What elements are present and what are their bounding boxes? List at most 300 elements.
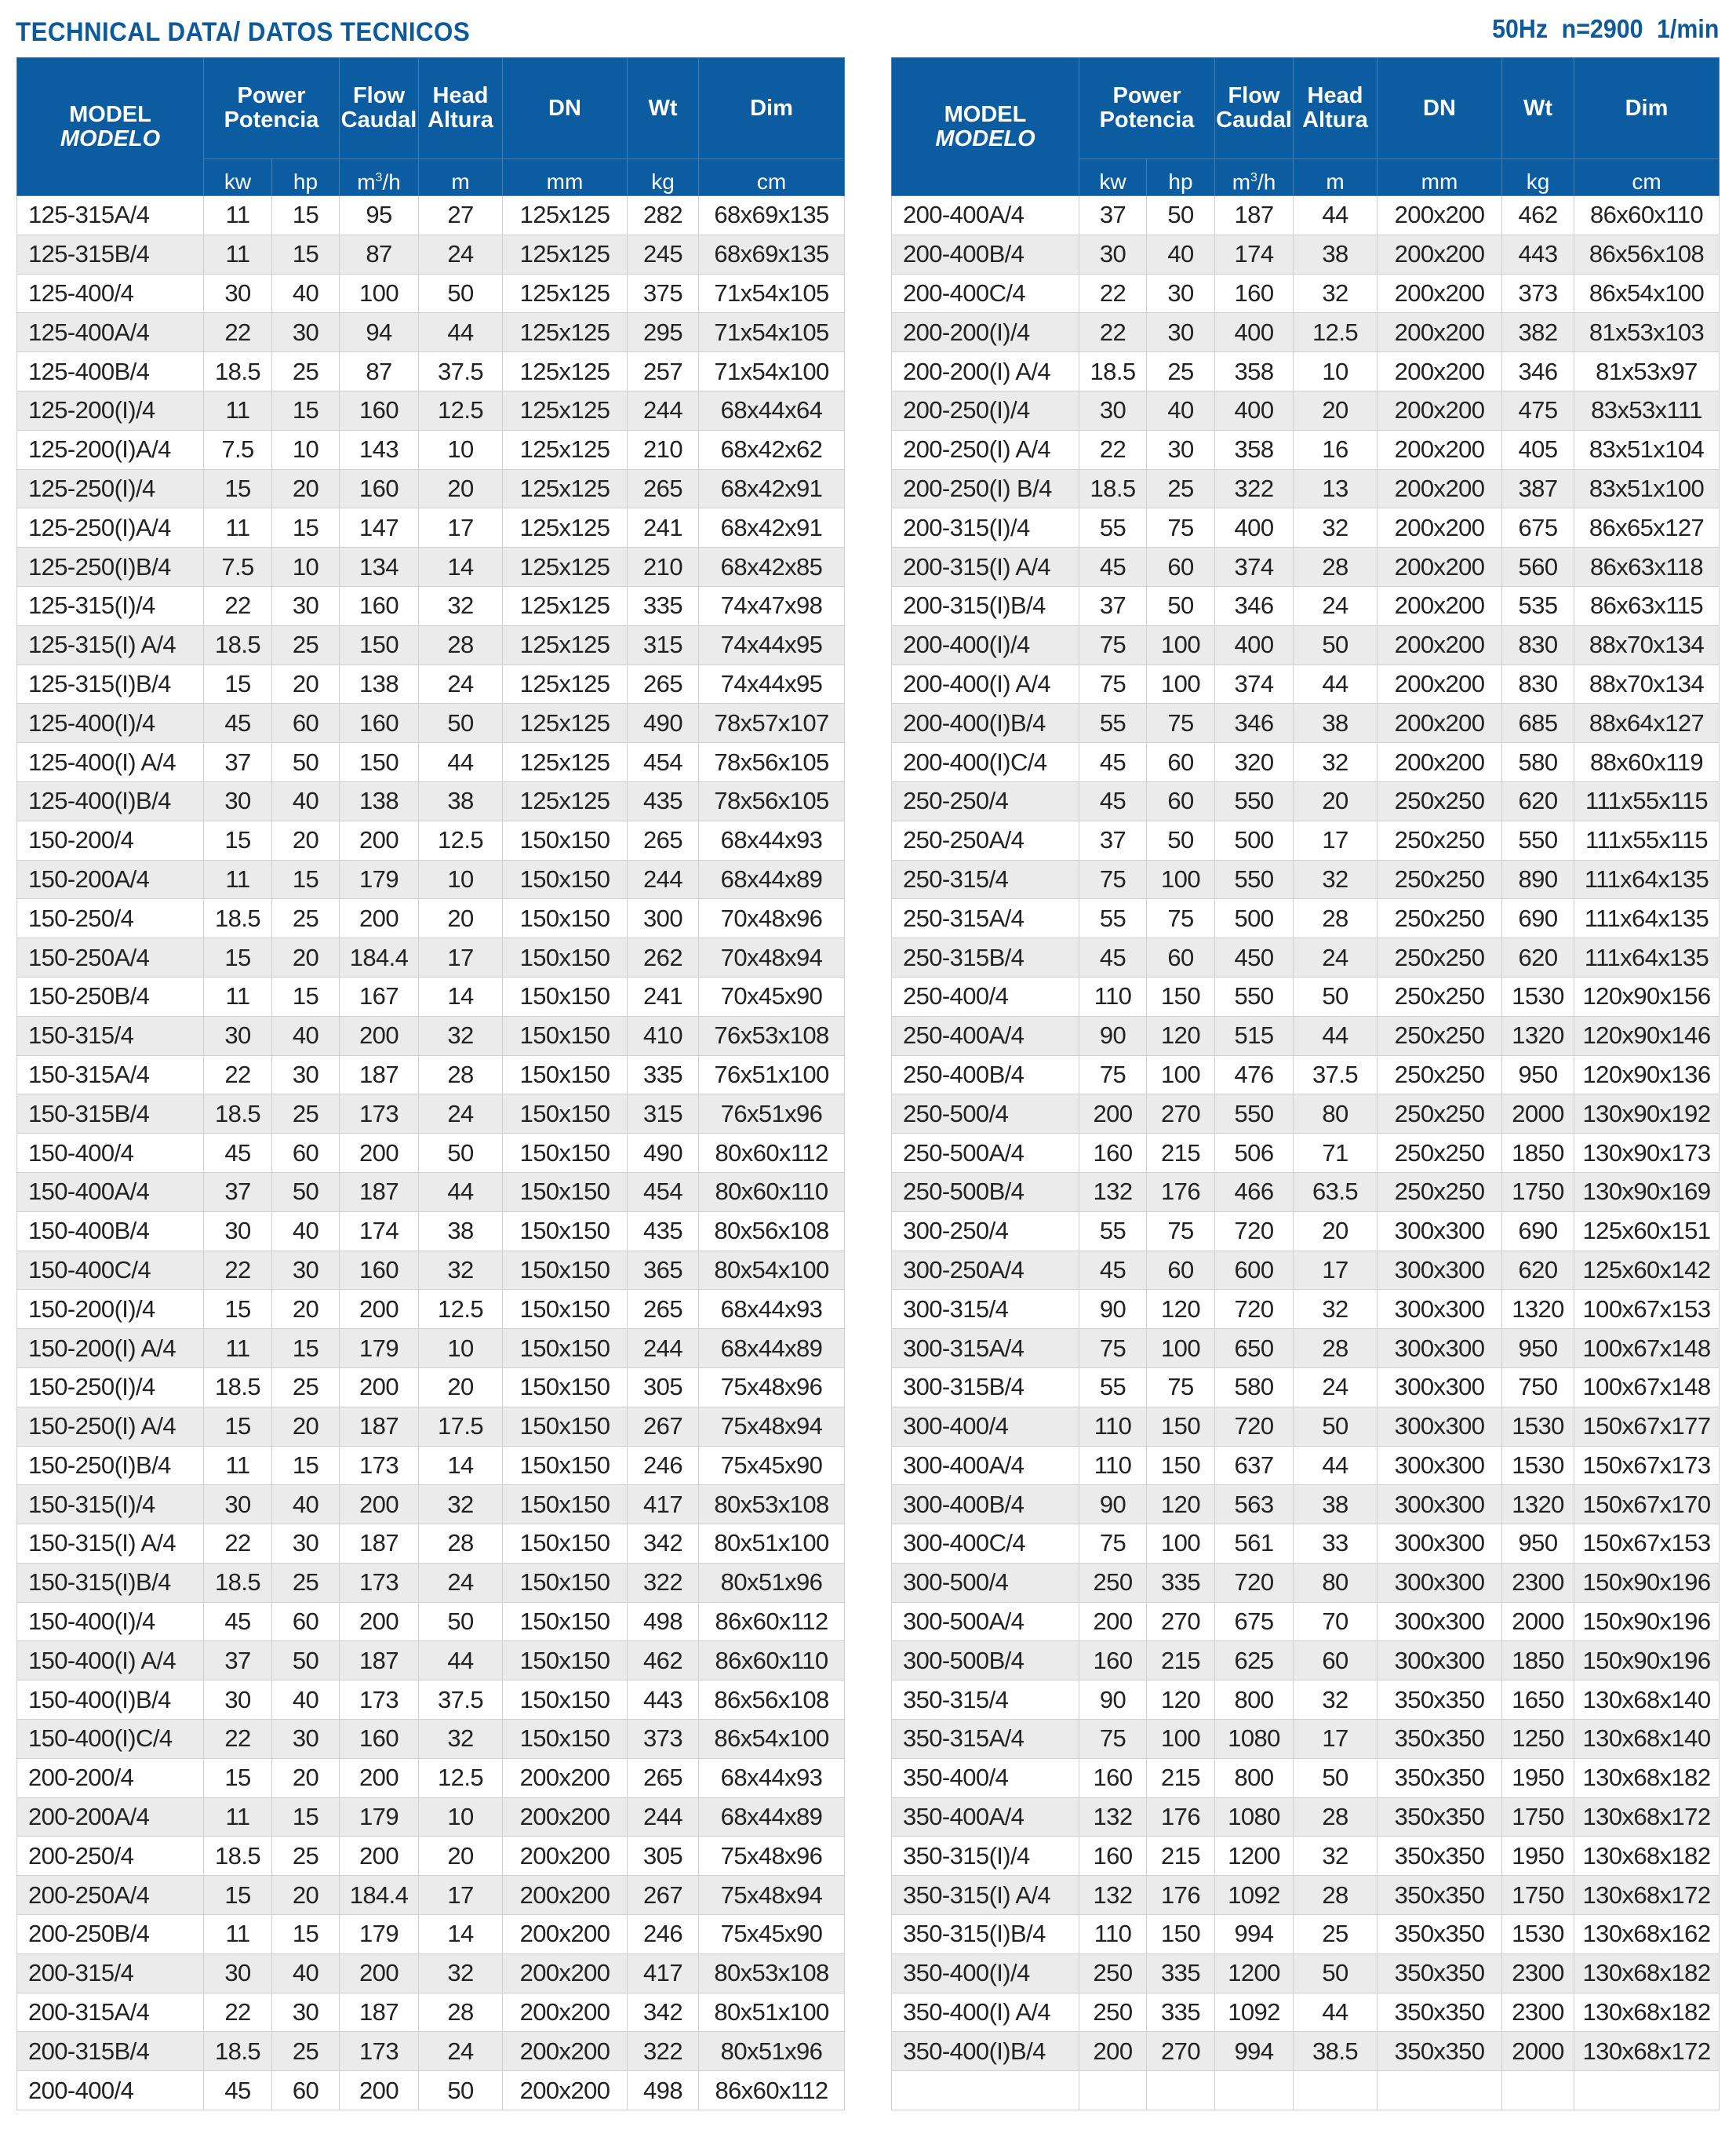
table-row xyxy=(17,1329,845,1368)
cell-power-hp: 20 xyxy=(272,664,340,704)
cell-weight: 1530 xyxy=(1502,1407,1574,1446)
cell-head: 44 xyxy=(1294,196,1378,235)
table-row xyxy=(892,1055,1720,1094)
table-row xyxy=(892,508,1720,548)
cell-weight: 245 xyxy=(628,235,699,274)
cell-flow: 400 xyxy=(1215,625,1294,664)
cell-model: 200-315A/4 xyxy=(17,1993,204,2032)
cell-power-kw: 30 xyxy=(204,781,272,821)
table-row xyxy=(892,1446,1720,1485)
cell-flow: 720 xyxy=(1215,1563,1294,1602)
cell-flow: 134 xyxy=(340,548,419,587)
cell-flow: 1200 xyxy=(1215,1953,1294,1993)
cell-weight: 300 xyxy=(628,899,699,938)
cell-weight: 305 xyxy=(628,1367,699,1407)
cell-power-kw: 37 xyxy=(204,1641,272,1680)
cell-head: 44 xyxy=(419,743,503,782)
cell-dimensions: 71x54x105 xyxy=(699,313,845,352)
cell-power-hp: 100 xyxy=(1147,860,1215,899)
cell-dimensions: 80x56x108 xyxy=(699,1211,845,1251)
cell-flow: 187 xyxy=(340,1055,419,1094)
cell-flow: 625 xyxy=(1215,1641,1294,1680)
cell-model: 350-315(I) A/4 xyxy=(892,1876,1079,1915)
cell-power-kw: 15 xyxy=(204,938,272,978)
cell-flow: 500 xyxy=(1215,821,1294,860)
cell-dimensions: 70x45x90 xyxy=(699,977,845,1016)
cell-weight: 1950 xyxy=(1502,1837,1574,1876)
cell-dimensions: 111x64x135 xyxy=(1574,938,1720,978)
cell-weight: 246 xyxy=(628,1915,699,1954)
cell-power-hp: 150 xyxy=(1147,1915,1215,1954)
cell-power-hp: 50 xyxy=(272,1641,340,1680)
cell-head: 20 xyxy=(1294,1211,1378,1251)
cell-weight: 1320 xyxy=(1502,1016,1574,1055)
cell-flow: 1080 xyxy=(1215,1797,1294,1837)
table-row xyxy=(892,1993,1720,2032)
cell-power-kw: 11 xyxy=(204,1915,272,1954)
cell-head: 10 xyxy=(419,430,503,469)
cell-power-kw: 18.5 xyxy=(204,625,272,664)
cell-head: 50 xyxy=(419,1602,503,1641)
cell-dn: 200x200 xyxy=(1378,313,1502,352)
cell-head: 28 xyxy=(419,625,503,664)
cell-power-kw: 11 xyxy=(204,391,272,430)
cell-power-kw xyxy=(1079,2071,1147,2110)
cell-power-hp: 20 xyxy=(272,1876,340,1915)
table-row xyxy=(892,977,1720,1016)
table-row xyxy=(892,1134,1720,1173)
cell-power-kw: 75 xyxy=(1079,1329,1147,1368)
unit-dim: cm xyxy=(1574,159,1720,196)
cell-flow: 1092 xyxy=(1215,1993,1294,2032)
cell-dimensions: 111x55x115 xyxy=(1574,781,1720,821)
cell-weight: 244 xyxy=(628,1329,699,1368)
cell-flow: 506 xyxy=(1215,1134,1294,1173)
cell-power-hp: 120 xyxy=(1147,1485,1215,1524)
cell-model: 125-400(I)/4 xyxy=(17,704,204,743)
cell-power-kw: 15 xyxy=(204,1407,272,1446)
cell-power-hp: 335 xyxy=(1147,1993,1215,2032)
cell-model: 200-200(I) A/4 xyxy=(892,352,1079,391)
cell-head: 24 xyxy=(1294,586,1378,625)
cell-flow: 580 xyxy=(1215,1367,1294,1407)
cell-dimensions: 83x53x111 xyxy=(1574,391,1720,430)
cell-model: 350-400A/4 xyxy=(892,1797,1079,1837)
cell-power-kw: 55 xyxy=(1079,1211,1147,1251)
cell-dimensions: 68x44x89 xyxy=(699,1329,845,1368)
cell-flow: 650 xyxy=(1215,1329,1294,1368)
table-row xyxy=(892,1680,1720,1720)
cell-dn: 150x150 xyxy=(503,1602,628,1641)
cell-weight: 315 xyxy=(628,1094,699,1134)
cell-head: 50 xyxy=(419,2071,503,2110)
table-row xyxy=(892,1797,1720,1837)
cell-flow: 187 xyxy=(340,1993,419,2032)
cell-power-hp: 50 xyxy=(1147,196,1215,235)
cell-weight: 267 xyxy=(628,1407,699,1446)
cell-power-hp: 176 xyxy=(1147,1797,1215,1837)
cell-model: 200-315B/4 xyxy=(17,2032,204,2071)
cell-power-kw: 22 xyxy=(1079,313,1147,352)
table-row xyxy=(892,1953,1720,1993)
cell-power-kw: 18.5 xyxy=(1079,352,1147,391)
cell-model: 250-315/4 xyxy=(892,860,1079,899)
cell-power-hp: 60 xyxy=(1147,743,1215,782)
cell-power-kw: 132 xyxy=(1079,1172,1147,1211)
cell-model: 300-315/4 xyxy=(892,1290,1079,1329)
cell-dn: 150x150 xyxy=(503,899,628,938)
cell-model: 350-315/4 xyxy=(892,1680,1079,1720)
cell-power-hp: 15 xyxy=(272,860,340,899)
cell-power-hp: 20 xyxy=(272,821,340,860)
cell-weight: 373 xyxy=(1502,274,1574,313)
cell-head: 28 xyxy=(1294,548,1378,587)
cell-power-hp: 75 xyxy=(1147,1367,1215,1407)
cell-power-hp: 15 xyxy=(272,235,340,274)
cell-model: 150-200/4 xyxy=(17,821,204,860)
cell-model: 150-200(I)/4 xyxy=(17,1290,204,1329)
cell-head: 10 xyxy=(419,1797,503,1837)
cell-dimensions: 68x42x62 xyxy=(699,430,845,469)
cell-power-kw: 45 xyxy=(204,1602,272,1641)
cell-model: 125-400B/4 xyxy=(17,352,204,391)
cell-power-hp: 335 xyxy=(1147,1953,1215,1993)
cell-power-hp: 40 xyxy=(272,781,340,821)
cell-weight: 1530 xyxy=(1502,1915,1574,1954)
table-row xyxy=(17,2071,845,2110)
cell-flow: 466 xyxy=(1215,1172,1294,1211)
table-row xyxy=(17,664,845,704)
cell-dimensions: 75x48x94 xyxy=(699,1407,845,1446)
header-model: MODEL MODELO xyxy=(892,58,1079,196)
cell-dimensions: 130x68x182 xyxy=(1574,1837,1720,1876)
cell-dn: 200x200 xyxy=(503,1797,628,1837)
cell-flow: 200 xyxy=(340,1134,419,1173)
table-row xyxy=(17,704,845,743)
cell-model: 350-400(I)B/4 xyxy=(892,2032,1079,2071)
cell-head: 14 xyxy=(419,1915,503,1954)
table-row xyxy=(17,469,845,508)
cell-head: 32 xyxy=(419,1251,503,1290)
cell-power-hp: 60 xyxy=(1147,938,1215,978)
cell-model: 125-315B/4 xyxy=(17,235,204,274)
cell-flow: 563 xyxy=(1215,1485,1294,1524)
cell-head: 20 xyxy=(1294,781,1378,821)
cell-head: 14 xyxy=(419,977,503,1016)
table-row xyxy=(17,821,845,860)
cell-flow: 94 xyxy=(340,313,419,352)
cell-power-kw: 132 xyxy=(1079,1797,1147,1837)
cell-head: 17 xyxy=(419,938,503,978)
cell-power-hp: 20 xyxy=(272,938,340,978)
table-row xyxy=(17,938,845,978)
cell-flow: 400 xyxy=(1215,391,1294,430)
cell-dn: 350x350 xyxy=(1378,1837,1502,1876)
cell-head: 50 xyxy=(1294,1758,1378,1797)
cell-flow: 160 xyxy=(340,586,419,625)
cell-dimensions: 68x42x85 xyxy=(699,548,845,587)
cell-power-hp: 215 xyxy=(1147,1641,1215,1680)
cell-dimensions: 74x44x95 xyxy=(699,625,845,664)
table-row xyxy=(17,508,845,548)
cell-weight: 262 xyxy=(628,938,699,978)
cell-flow: 358 xyxy=(1215,352,1294,391)
cell-dimensions: 86x56x108 xyxy=(699,1680,845,1720)
cell-model: 250-400B/4 xyxy=(892,1055,1079,1094)
table-row xyxy=(892,1290,1720,1329)
cell-dimensions: 86x60x110 xyxy=(1574,196,1720,235)
cell-power-kw: 45 xyxy=(1079,781,1147,821)
cell-weight: 1320 xyxy=(1502,1290,1574,1329)
table-row xyxy=(892,1251,1720,1290)
table-row xyxy=(892,235,1720,274)
cell-dimensions: 68x69x135 xyxy=(699,196,845,235)
cell-dimensions xyxy=(1574,2071,1720,2110)
cell-dimensions: 150x67x170 xyxy=(1574,1485,1720,1524)
table-row xyxy=(892,781,1720,821)
cell-dimensions: 80x53x108 xyxy=(699,1953,845,1993)
cell-head: 70 xyxy=(1294,1602,1378,1641)
cell-dn: 200x200 xyxy=(1378,664,1502,704)
cell-head: 28 xyxy=(1294,899,1378,938)
cell-power-kw: 30 xyxy=(204,1485,272,1524)
cell-flow: 87 xyxy=(340,235,419,274)
cell-power-hp: 176 xyxy=(1147,1876,1215,1915)
cell-model: 150-400B/4 xyxy=(17,1211,204,1251)
cell-dimensions: 86x60x112 xyxy=(699,1602,845,1641)
table-row xyxy=(892,469,1720,508)
cell-dn: 300x300 xyxy=(1378,1524,1502,1564)
cell-weight: 2300 xyxy=(1502,1563,1574,1602)
cell-flow: 200 xyxy=(340,1016,419,1055)
cell-power-kw: 30 xyxy=(1079,391,1147,430)
cell-dn: 150x150 xyxy=(503,1367,628,1407)
cell-power-kw: 90 xyxy=(1079,1485,1147,1524)
unit-kw: kw xyxy=(1079,159,1147,196)
table-row xyxy=(892,860,1720,899)
cell-flow: 200 xyxy=(340,1367,419,1407)
cell-dn: 250x250 xyxy=(1378,899,1502,938)
cell-model: 150-315A/4 xyxy=(17,1055,204,1094)
cell-weight: 830 xyxy=(1502,664,1574,704)
cell-dimensions: 71x54x105 xyxy=(699,274,845,313)
cell-model: 200-400(I)/4 xyxy=(892,625,1079,664)
cell-model: 125-250(I)A/4 xyxy=(17,508,204,548)
cell-flow: 1080 xyxy=(1215,1720,1294,1759)
cell-dimensions: 86x56x108 xyxy=(1574,235,1720,274)
cell-dimensions: 74x44x95 xyxy=(699,664,845,704)
cell-dimensions: 80x51x96 xyxy=(699,1563,845,1602)
cell-power-kw: 22 xyxy=(1079,430,1147,469)
cell-model: 350-315(I)/4 xyxy=(892,1837,1079,1876)
cell-flow: 400 xyxy=(1215,508,1294,548)
cell-dn: 200x200 xyxy=(1378,391,1502,430)
cell-dn: 150x150 xyxy=(503,1563,628,1602)
table-row xyxy=(892,1641,1720,1680)
cell-weight: 580 xyxy=(1502,743,1574,782)
cell-dimensions: 80x51x100 xyxy=(699,1524,845,1564)
cell-weight: 282 xyxy=(628,196,699,235)
table-row xyxy=(17,391,845,430)
cell-model: 150-250(I)/4 xyxy=(17,1367,204,1407)
cell-weight: 1650 xyxy=(1502,1680,1574,1720)
cell-power-kw: 11 xyxy=(204,235,272,274)
table-row xyxy=(892,938,1720,978)
cell-dn: 125x125 xyxy=(503,235,628,274)
cell-power-hp xyxy=(1147,2071,1215,2110)
cell-power-hp: 60 xyxy=(1147,781,1215,821)
cell-head: 38.5 xyxy=(1294,2032,1378,2071)
cell-power-hp: 150 xyxy=(1147,1407,1215,1446)
cell-power-kw: 75 xyxy=(1079,1055,1147,1094)
cell-weight: 2000 xyxy=(1502,2032,1574,2071)
cell-power-hp: 60 xyxy=(272,1602,340,1641)
cell-model: 125-200(I)/4 xyxy=(17,391,204,430)
cell-power-kw: 15 xyxy=(204,1876,272,1915)
table-row xyxy=(892,743,1720,782)
cell-power-kw: 110 xyxy=(1079,1915,1147,1954)
cell-power-kw: 45 xyxy=(204,1134,272,1173)
cell-power-kw: 110 xyxy=(1079,1407,1147,1446)
cell-model: 200-250(I) B/4 xyxy=(892,469,1079,508)
cell-model: 200-400A/4 xyxy=(892,196,1079,235)
cell-head: 37.5 xyxy=(419,1680,503,1720)
cell-head: 25 xyxy=(1294,1915,1378,1954)
cell-dn: 250x250 xyxy=(1378,1016,1502,1055)
cell-dimensions: 130x68x172 xyxy=(1574,1876,1720,1915)
cell-flow: 138 xyxy=(340,664,419,704)
cell-power-hp: 100 xyxy=(1147,1055,1215,1094)
cell-dn: 200x200 xyxy=(1378,274,1502,313)
cell-head: 27 xyxy=(419,196,503,235)
cell-power-hp: 10 xyxy=(272,548,340,587)
cell-head: 44 xyxy=(419,1172,503,1211)
cell-weight: 475 xyxy=(1502,391,1574,430)
cell-power-hp: 50 xyxy=(272,743,340,782)
cell-flow: 720 xyxy=(1215,1290,1294,1329)
cell-weight: 1530 xyxy=(1502,1446,1574,1485)
cell-power-hp: 75 xyxy=(1147,1211,1215,1251)
cell-power-kw: 45 xyxy=(1079,1251,1147,1290)
header-dim: Dim xyxy=(699,58,845,159)
cell-power-hp: 100 xyxy=(1147,625,1215,664)
cell-weight: 2000 xyxy=(1502,1602,1574,1641)
cell-head: 28 xyxy=(1294,1876,1378,1915)
cell-power-hp: 100 xyxy=(1147,1720,1215,1759)
cell-power-kw: 75 xyxy=(1079,625,1147,664)
cell-weight: 685 xyxy=(1502,704,1574,743)
cell-power-kw: 11 xyxy=(204,508,272,548)
cell-head: 17 xyxy=(419,1876,503,1915)
cell-power-hp: 270 xyxy=(1147,1094,1215,1134)
cell-power-kw: 7.5 xyxy=(204,548,272,587)
cell-power-hp: 15 xyxy=(272,196,340,235)
cell-weight: 241 xyxy=(628,508,699,548)
cell-weight: 346 xyxy=(1502,352,1574,391)
cell-power-hp: 15 xyxy=(272,508,340,548)
cell-dn: 200x200 xyxy=(503,1758,628,1797)
cell-flow: 179 xyxy=(340,1329,419,1368)
cell-head: 10 xyxy=(419,860,503,899)
cell-model: 200-400B/4 xyxy=(892,235,1079,274)
cell-power-hp: 40 xyxy=(272,1680,340,1720)
cell-dimensions: 80x60x112 xyxy=(699,1134,845,1173)
cell-power-kw: 11 xyxy=(204,860,272,899)
cell-dn: 150x150 xyxy=(503,1134,628,1173)
cell-flow: 184.4 xyxy=(340,938,419,978)
cell-power-kw: 110 xyxy=(1079,977,1147,1016)
table-row xyxy=(17,1602,845,1641)
cell-head: 80 xyxy=(1294,1094,1378,1134)
cell-dn: 150x150 xyxy=(503,1485,628,1524)
cell-flow: 160 xyxy=(340,391,419,430)
table-row xyxy=(17,1915,845,1954)
cell-power-hp: 15 xyxy=(272,391,340,430)
cell-model: 150-250A/4 xyxy=(17,938,204,978)
cell-dimensions: 111x64x135 xyxy=(1574,899,1720,938)
cell-weight: 322 xyxy=(628,2032,699,2071)
cell-head: 50 xyxy=(1294,625,1378,664)
cell-power-kw: 250 xyxy=(1079,1563,1147,1602)
cell-head: 16 xyxy=(1294,430,1378,469)
cell-dimensions: 75x48x94 xyxy=(699,1876,845,1915)
cell-flow xyxy=(1215,2071,1294,2110)
cell-weight: 246 xyxy=(628,1446,699,1485)
table-row xyxy=(17,1367,845,1407)
cell-power-kw: 37 xyxy=(1079,586,1147,625)
cell-dimensions: 130x68x140 xyxy=(1574,1720,1720,1759)
cell-power-hp: 60 xyxy=(1147,1251,1215,1290)
cell-flow: 179 xyxy=(340,860,419,899)
cell-model: 350-315A/4 xyxy=(892,1720,1079,1759)
cell-flow: 100 xyxy=(340,274,419,313)
cell-dn: 125x125 xyxy=(503,313,628,352)
cell-dimensions: 78x57x107 xyxy=(699,704,845,743)
cell-power-kw: 15 xyxy=(204,821,272,860)
cell-head: 24 xyxy=(1294,1367,1378,1407)
page-title: TECHNICAL DATA/ DATOS TECNICOS xyxy=(16,17,471,47)
cell-dn: 300x300 xyxy=(1378,1329,1502,1368)
table-row xyxy=(17,625,845,664)
cell-head: 60 xyxy=(1294,1641,1378,1680)
cell-flow: 994 xyxy=(1215,1915,1294,1954)
cell-flow: 184.4 xyxy=(340,1876,419,1915)
cell-flow: 147 xyxy=(340,508,419,548)
cell-power-hp: 30 xyxy=(1147,313,1215,352)
table-row xyxy=(17,313,845,352)
cell-weight: 890 xyxy=(1502,860,1574,899)
cell-model: 350-400/4 xyxy=(892,1758,1079,1797)
cell-dimensions: 86x63x115 xyxy=(1574,586,1720,625)
cell-model: 150-250/4 xyxy=(17,899,204,938)
cell-power-hp: 50 xyxy=(1147,586,1215,625)
cell-model: 125-315(I)/4 xyxy=(17,586,204,625)
cell-power-kw: 11 xyxy=(204,196,272,235)
cell-power-hp: 15 xyxy=(272,1797,340,1837)
cell-power-hp: 120 xyxy=(1147,1016,1215,1055)
cell-power-kw: 22 xyxy=(1079,274,1147,313)
cell-flow: 173 xyxy=(340,1094,419,1134)
cell-power-kw: 160 xyxy=(1079,1134,1147,1173)
cell-weight: 305 xyxy=(628,1837,699,1876)
cell-weight: 2300 xyxy=(1502,1953,1574,1993)
cell-head: 24 xyxy=(419,664,503,704)
cell-dn: 200x200 xyxy=(1378,196,1502,235)
cell-model: 200-250A/4 xyxy=(17,1876,204,1915)
cell-head: 14 xyxy=(419,1446,503,1485)
table-row xyxy=(17,781,845,821)
cell-power-hp: 270 xyxy=(1147,1602,1215,1641)
